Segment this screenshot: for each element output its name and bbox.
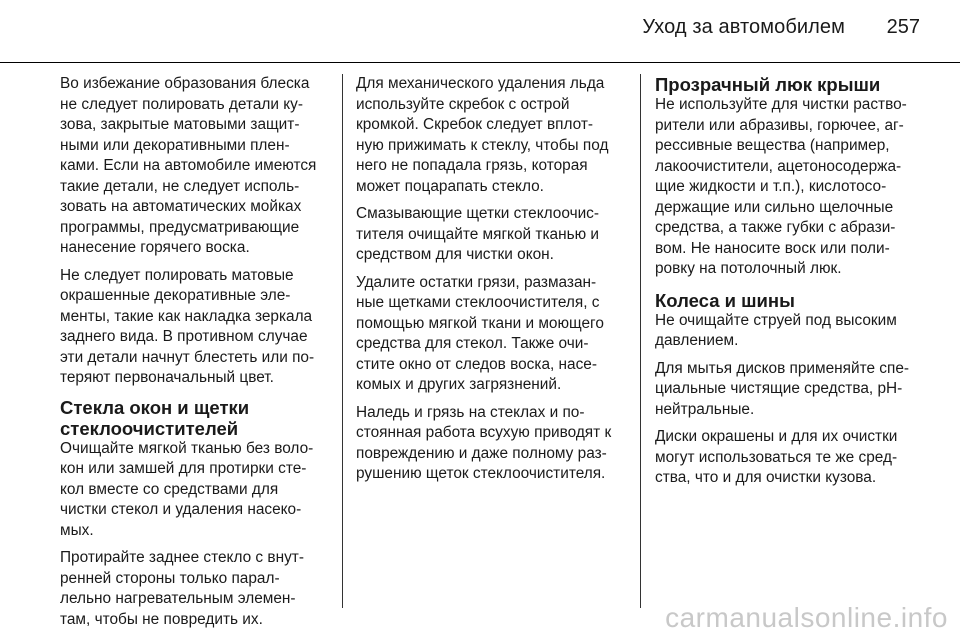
paragraph-cleaning-cloth: Очищайте мягкой тканью без воло- кон или замшей для протирки сте- кол вместе со средствами для чистки стекол и удаления насеко- мых. bbox=[60, 439, 314, 539]
paragraph-rear-window: Протирайте заднее стекло с внут- ренней стороны только парал- лельно нагревательным элемен- там, чтобы не повредить их. bbox=[60, 549, 304, 628]
paragraph-matte-film: Во избежание образования блеска не следует полировать детали ку- зова, закрытые матовыми защит- ными или декоративными плен- ками. Если на автомобиле имеются такие детали, не следует исполь- зовать на автоматических мойках программы, предусматривающие нанесение горячего воска. bbox=[60, 75, 317, 256]
heading-windows-wipers: Стекла окон и щетки стеклоочистителей bbox=[60, 396, 250, 439]
paragraph-matte-paint: Не следует полировать матовые окрашенные декоративные эле- менты, такие как накладка зеркала заднего вида. В противном случае эти детали начнут блестеть или по- теряют первоначальный цвет. bbox=[60, 266, 315, 386]
column-divider bbox=[342, 74, 343, 608]
watermark: carmanualsonline.info bbox=[665, 602, 948, 633]
heading-wheels-tires: Колеса и шины bbox=[655, 289, 795, 311]
page-number: 257 bbox=[886, 16, 920, 38]
column-1 bbox=[60, 74, 328, 637]
paragraph-dirt-removal: Удалите остатки грязи, размазан- ные щетками стеклоочистителя, с помощью мягкой ткани и моющего средства для стекол. Также очи- стите окно от следов воска, насе- комых и других загрязнений. bbox=[356, 273, 604, 393]
header-title: Уход за автомобилем bbox=[642, 16, 845, 38]
page-header bbox=[0, 0, 960, 62]
paragraph-sunroof: Не используйте для чистки раство- рители или абразивы, горючее, аг- рессивные вещества (например, лакоочистители, ацетоносодержа- щие жидкости и т.п.), кислотосо- держащие или сильно щелочные средства, а также губки с абрази- вом. Не наносите воск или поли- ровку на потолочный люк. bbox=[655, 96, 907, 277]
column-3 bbox=[655, 74, 923, 496]
paragraph-wiper-damage: Наледь и грязь на стеклах и по- стоянная работа всухую приводят к повреждению и даже полному раз- рушению щеток стеклоочистителя. bbox=[356, 403, 612, 482]
column-2 bbox=[356, 74, 634, 492]
paragraph-high-pressure: Не очищайте струей под высоким давлением. bbox=[655, 311, 897, 349]
paragraph-rim-cleaner: Для мытья дисков применяйте спе- циальные чистящие средства, pH- нейтральные. bbox=[655, 359, 910, 418]
heading-sunroof: Прозрачный люк крыши bbox=[655, 74, 881, 95]
paragraph-ice-scraper: Для механического удаления льда используйте скребок с острой кромкой. Скребок следует вплот- ную прижимать к стеклу, чтобы под него не попадала грязь, которая может поцарапать стекло. bbox=[356, 75, 609, 195]
column-divider bbox=[640, 74, 641, 608]
header-rule bbox=[0, 62, 960, 63]
paragraph-painted-rims: Диски окрашены и для их очистки могут использоваться те же сред- ства, что и для очистки кузова. bbox=[655, 428, 898, 486]
paragraph-wiper-cleaning: Смазывающие щетки стеклоочис- тителя очищайте мягкой тканью и средством для чистки окон. bbox=[356, 205, 600, 263]
